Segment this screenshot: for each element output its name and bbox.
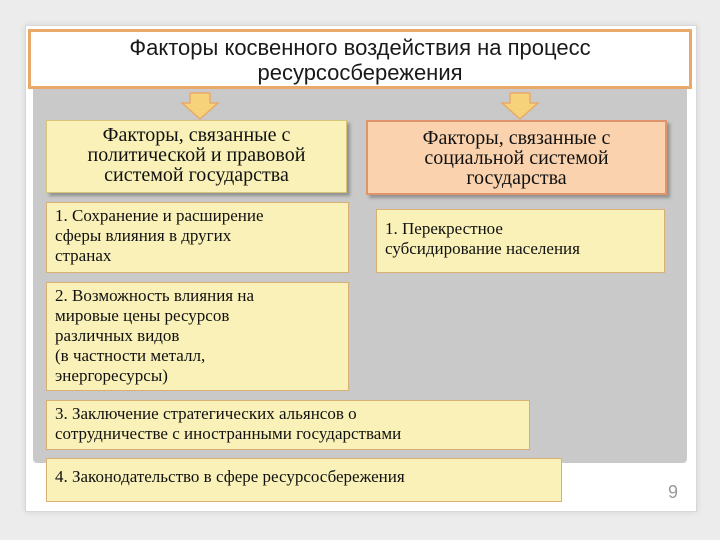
item1-line-3: странах (55, 246, 112, 265)
item2-line-3: различных видов (55, 326, 180, 345)
factor-item-3 (46, 400, 530, 450)
title-line-1: Факторы косвенного воздействия на процесс (129, 35, 591, 60)
title-line-2: ресурсосбережения (257, 60, 463, 85)
header-left-line-2: политической и правовой (87, 144, 306, 166)
social-factors-header (366, 120, 667, 195)
item1-line-1: 1. Сохранение и расширение (55, 206, 264, 225)
right-down-arrow-icon (500, 92, 540, 120)
header-left-line-1: Факторы, связанные с (102, 124, 291, 146)
factor-item-4 (46, 458, 562, 502)
item3-line-1: 3. Заключение стратегических альянсов о (55, 404, 357, 423)
item2-line-2: мировые цены ресурсов (55, 306, 230, 325)
item1-line-2: сферы влияния в других (55, 226, 232, 245)
header-right-line-1: Факторы, связанные с (422, 127, 611, 149)
item2-line-4: (в частности металл, (55, 346, 206, 365)
slide-title (28, 29, 692, 89)
item2-line-1: 2. Возможность влияния на (55, 286, 255, 305)
factor-item-1 (46, 202, 349, 273)
right1-line-2: субсидирование населения (385, 239, 580, 258)
item2-line-5: энергоресурсы) (55, 366, 168, 385)
header-right-line-2: социальной системой (424, 147, 609, 169)
page-number: 9 (668, 482, 679, 502)
right1-line-1: 1. Перекрестное (385, 219, 503, 238)
factor-item-2 (46, 282, 349, 391)
item4-line-1: 4. Законодательство в сфере ресурсосбережения (55, 467, 405, 486)
left-down-arrow-icon (180, 92, 220, 120)
header-right-line-3: государства (466, 167, 567, 189)
header-left-line-3: системой государства (104, 164, 289, 186)
social-factor-item-1 (376, 209, 665, 273)
item3-line-2: сотрудничестве с иностранными государствами (55, 424, 402, 443)
political-factors-header (46, 120, 347, 193)
